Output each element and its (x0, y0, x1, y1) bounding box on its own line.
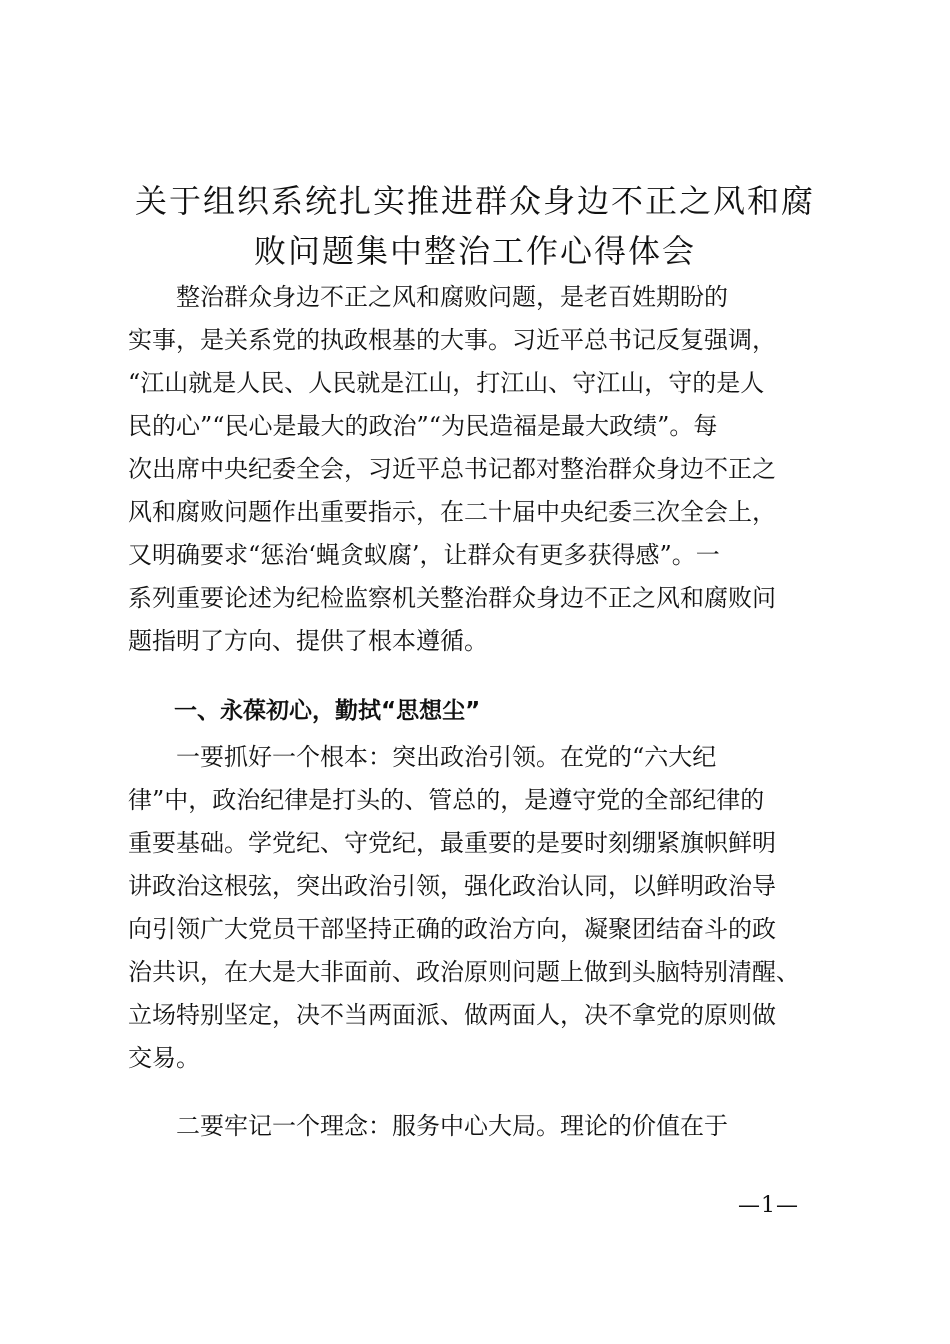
text-line: 重要基础。学党纪、守党纪，最重要的是要时刻绷紧旗帜鲜明 (128, 829, 776, 857)
paragraph-2 (128, 1105, 828, 1148)
text-line: 二要牢记一个理念：服务中心大局。理论的价值在于 (176, 1112, 728, 1140)
text-line: 交易。 (128, 1044, 200, 1072)
text-line: 系列重要论述为纪检监察机关整治群众身边不正之风和腐败问 (128, 584, 776, 612)
text-line: 题指明了方向、提供了根本遵循。 (128, 627, 488, 655)
paragraph-1 (128, 736, 828, 1080)
document-title (118, 176, 832, 276)
text-line: 立场特别坚定，决不当两面派、做两面人，决不拿党的原则做 (128, 1001, 776, 1029)
intro-paragraph (128, 276, 828, 663)
text-line: 一要抓好一个根本：突出政治引领。在党的“六大纪 (176, 743, 717, 771)
text-line: “江山就是人民、人民就是江山，打江山、守江山，守的是人 (128, 369, 765, 397)
title-line: 败问题集中整治工作心得体会 (253, 232, 696, 270)
text-line: 律”中，政治纪律是打头的、管总的，是遵守党的全部纪律的 (128, 786, 765, 814)
page-number: —1— (738, 1193, 799, 1218)
text-line: 风和腐败问题作出重要指示，在二十届中央纪委三次全会上， (128, 498, 776, 526)
text-line: 向引领广大党员干部坚持正确的政治方向，凝聚团结奋斗的政 (128, 915, 776, 943)
text-line: 实事，是关系党的执政根基的大事。习近平总书记反复强调， (128, 326, 776, 354)
text-line: 整治群众身边不正之风和腐败问题，是老百姓期盼的 (176, 283, 728, 311)
title-line: 关于组织系统扎实推进群众身边不正之风和腐 (134, 182, 815, 220)
text-line: 次出席中央纪委全会，习近平总书记都对整治群众身边不正之 (128, 455, 776, 483)
text-line: 讲政治这根弦，突出政治引领，强化政治认同，以鲜明政治导 (128, 872, 776, 900)
text-line: 民的心”“民心是最大的政治”“为民造福是最大政绩”。每 (128, 412, 718, 440)
text-line: 又明确要求“惩治‘蝇贪蚁腐’，让群众有更多获得感”。一 (128, 541, 720, 569)
text-line: 治共识，在大是大非面前、政治原则问题上做到头脑特别清醒、 (128, 958, 800, 986)
section-heading-block (128, 690, 828, 733)
section-heading: 一、永葆初心，勤拭“思想尘” (174, 698, 481, 724)
